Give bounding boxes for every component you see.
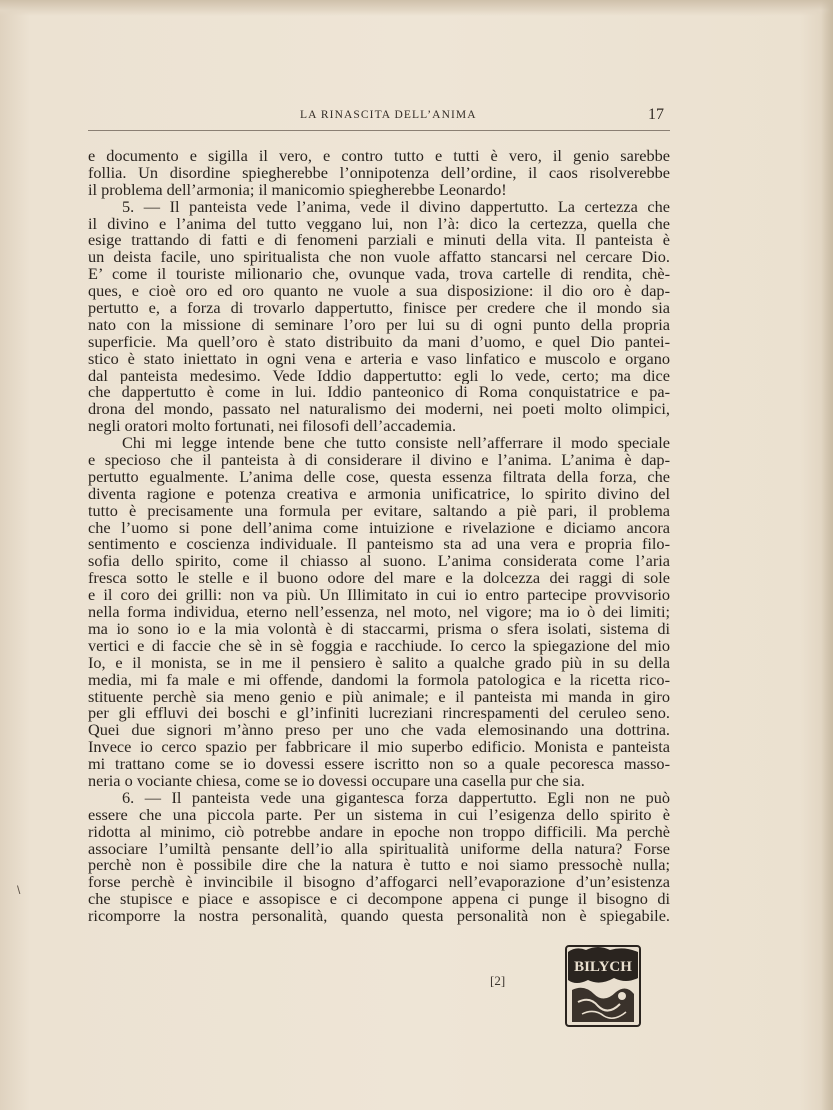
text-line: ridotta al minimo, ciò potrebbe andare in epoche non troppo difficili. Ma perchè xyxy=(88,823,670,841)
text-line: che stupisce e piace e assopisce e ci decompone appena ci punge il bisogno di xyxy=(88,891,670,909)
body-text xyxy=(88,148,670,925)
text-line: che l’uomo si pone dell’anima come intuizione e rivelazione e diciamo ancora xyxy=(88,519,670,537)
page-right-edge xyxy=(821,0,833,1110)
text-line: esige trattando di fatti e di fenomeni parziali e minuti della vita. Il panteista è xyxy=(88,232,670,250)
text-line: nato con la missione di seminare l’oro per lui su di ogni punto della propria xyxy=(88,316,670,334)
svg-text:BILYCH: BILYCH xyxy=(574,959,632,975)
text-line: media, mi fa male e mi offende, dandomi la formola patologica e la ricetta rico- xyxy=(88,671,670,689)
text-line: Invece io cerco spazio per fabbricare il mio superbo edificio. Monista e panteista xyxy=(88,739,670,757)
text-line: mi trattano come se io dovessi essere iscritto non so a quale pecoresca masso- xyxy=(88,756,670,773)
text-line: E’ come il touriste milionario che, ovunque vada, trova cartelle di rendita, chè- xyxy=(88,266,670,284)
header-rule xyxy=(88,130,670,131)
text-line: un deista facile, uno spiritualista che non vuole affatto stancarsi nel cercare Dio. xyxy=(88,249,670,267)
page-top-edge xyxy=(0,0,833,16)
text-line: Quei due signori m’ànno preso per uno che vada elemosinando una dottrina. xyxy=(88,722,670,740)
text-line: dal panteista medesimo. Vede Iddio dappertutto: egli lo vede, certo; ma dice xyxy=(88,367,670,385)
page-number: 17 xyxy=(648,106,664,123)
text-line: e specioso che il panteista à di considerare il divino e l’anima. L’anima è dap- xyxy=(88,452,670,469)
text-line: pertutto egualmente. L’anima delle cose, questa essenza filtrata della forza, che xyxy=(88,468,670,486)
text-line: negli oratori molto fortunati, nei filosofi dell’accademia. xyxy=(88,418,457,436)
text-line: vertici e di faccie che sè in sè foggia e racchiude. Io cerco la spiegazione del mio xyxy=(88,637,670,655)
text-line: pertutto e, a forza di trovarlo dappertutto, finisce per credere che il mondo sia xyxy=(88,300,670,317)
text-line: stituente perchè sia meno genio e più animale; e il panteista mi manda in giro xyxy=(88,688,670,706)
text-line: forse perchè è invincibile il bisogno d’affogarci nell’evaporazione d’un’esistenza xyxy=(88,874,670,892)
text-line: 6. — Il panteista vede una gigantesca forza dappertutto. Egli non ne può xyxy=(122,789,670,807)
text-line: 5. — Il panteista vede l’anima, vede il divino dappertutto. La certezza che xyxy=(122,198,670,216)
text-line: tutto è precisamente una formula per evitare, saltando a piè pari, il problema xyxy=(88,502,670,520)
signature-mark: [2] xyxy=(490,973,506,988)
text-line: e il coro dei grilli: non va più. Un Illimitato in cui io entro partecipe provvisorio xyxy=(88,587,670,605)
text-line: nella forma individua, eterno nell’essenza, nel moto, nel vigore; ma io ò dei limiti; xyxy=(88,604,670,621)
text-line: sofia dello spirito, come il chiasso al suono. L’anima considerata come l’aria xyxy=(88,553,670,571)
text-line: il problema dell’armonia; il manicomio spiegherebbe Leonardo! xyxy=(88,181,507,199)
text-line: superficie. Ma quell’oro è stato distribuito da mani d’uomo, e quel Dio pantei- xyxy=(88,333,670,351)
text-line: sentimento e coscienza individuale. Il panteismo sta ad una vera e propria filo- xyxy=(88,536,670,554)
text-line: e documento e sigilla il vero, e contro tutto e tutti è vero, il genio sarebbe xyxy=(88,148,670,165)
text-line: neria o vociante chiesa, come se io dovessi occupare una casella pur che sia. xyxy=(88,772,585,790)
bookplate-emblem-icon xyxy=(564,944,642,1028)
text-line: diventa ragione e potenza creativa e armonia unificatrice, lo spirito divino del xyxy=(88,485,670,503)
text-line: Chi mi legge intende bene che tutto consiste nell’afferrare il modo speciale xyxy=(122,435,670,453)
text-line: ques, e cioè oro ed oro quanto ne vuole a sua disposizione: il dio oro è dap- xyxy=(88,283,670,301)
text-line: associare l’umiltà pensante dell’io alla spiritualità uniforme della natura? Forse xyxy=(88,840,670,858)
text-line: ricomporre la nostra personalità, quando questa personalità non è spiegabile. xyxy=(88,908,670,925)
text-line: che dappertutto è come in lui. Iddio panteonico di Roma conquistatrice e pa- xyxy=(88,384,670,402)
text-line: ma io sono io e la mia volontà è di staccarmi, prisma o sfera isolati, sistema di xyxy=(88,620,670,638)
text-line: drona del mondo, passato nel naturalismo dei moderni, nei poeti molto olimpici, xyxy=(88,401,670,419)
text-line: il divino e l’anima del tutto veggano lui, non l’à: dico la certezza, quella che xyxy=(88,215,670,233)
text-line: perchè non è possibile dire che la natura è tutto e noi siamo pressochè nulla; xyxy=(88,857,670,875)
text-line: Io, e il monista, se in me il pensiero è salito a qualche grado più in su della xyxy=(88,654,670,672)
text-line: stico è stato iniettato in ogni vena e arteria e vaso linfatico e muscolo e organo xyxy=(88,350,670,368)
running-title: LA RINASCITA DELL’ANIMA xyxy=(300,109,477,121)
text-line: essere che una piccola parte. Per un sistema in cui l’esigenza dello spirito è xyxy=(88,806,670,824)
text-line: follia. Un disordine spiegherebbe l’onnipotenza dell’ordine, il caos risolverebbe xyxy=(88,164,670,182)
text-line: fresca sotto le stelle e il buono odore del mare e la dolcezza dei raggi di sole xyxy=(88,570,670,588)
margin-mark: \ xyxy=(17,883,21,897)
text-line: per gli effluvi dei boschi e gl’infiniti lucreziani rincrespamenti del ceruleo seno. xyxy=(88,705,670,723)
